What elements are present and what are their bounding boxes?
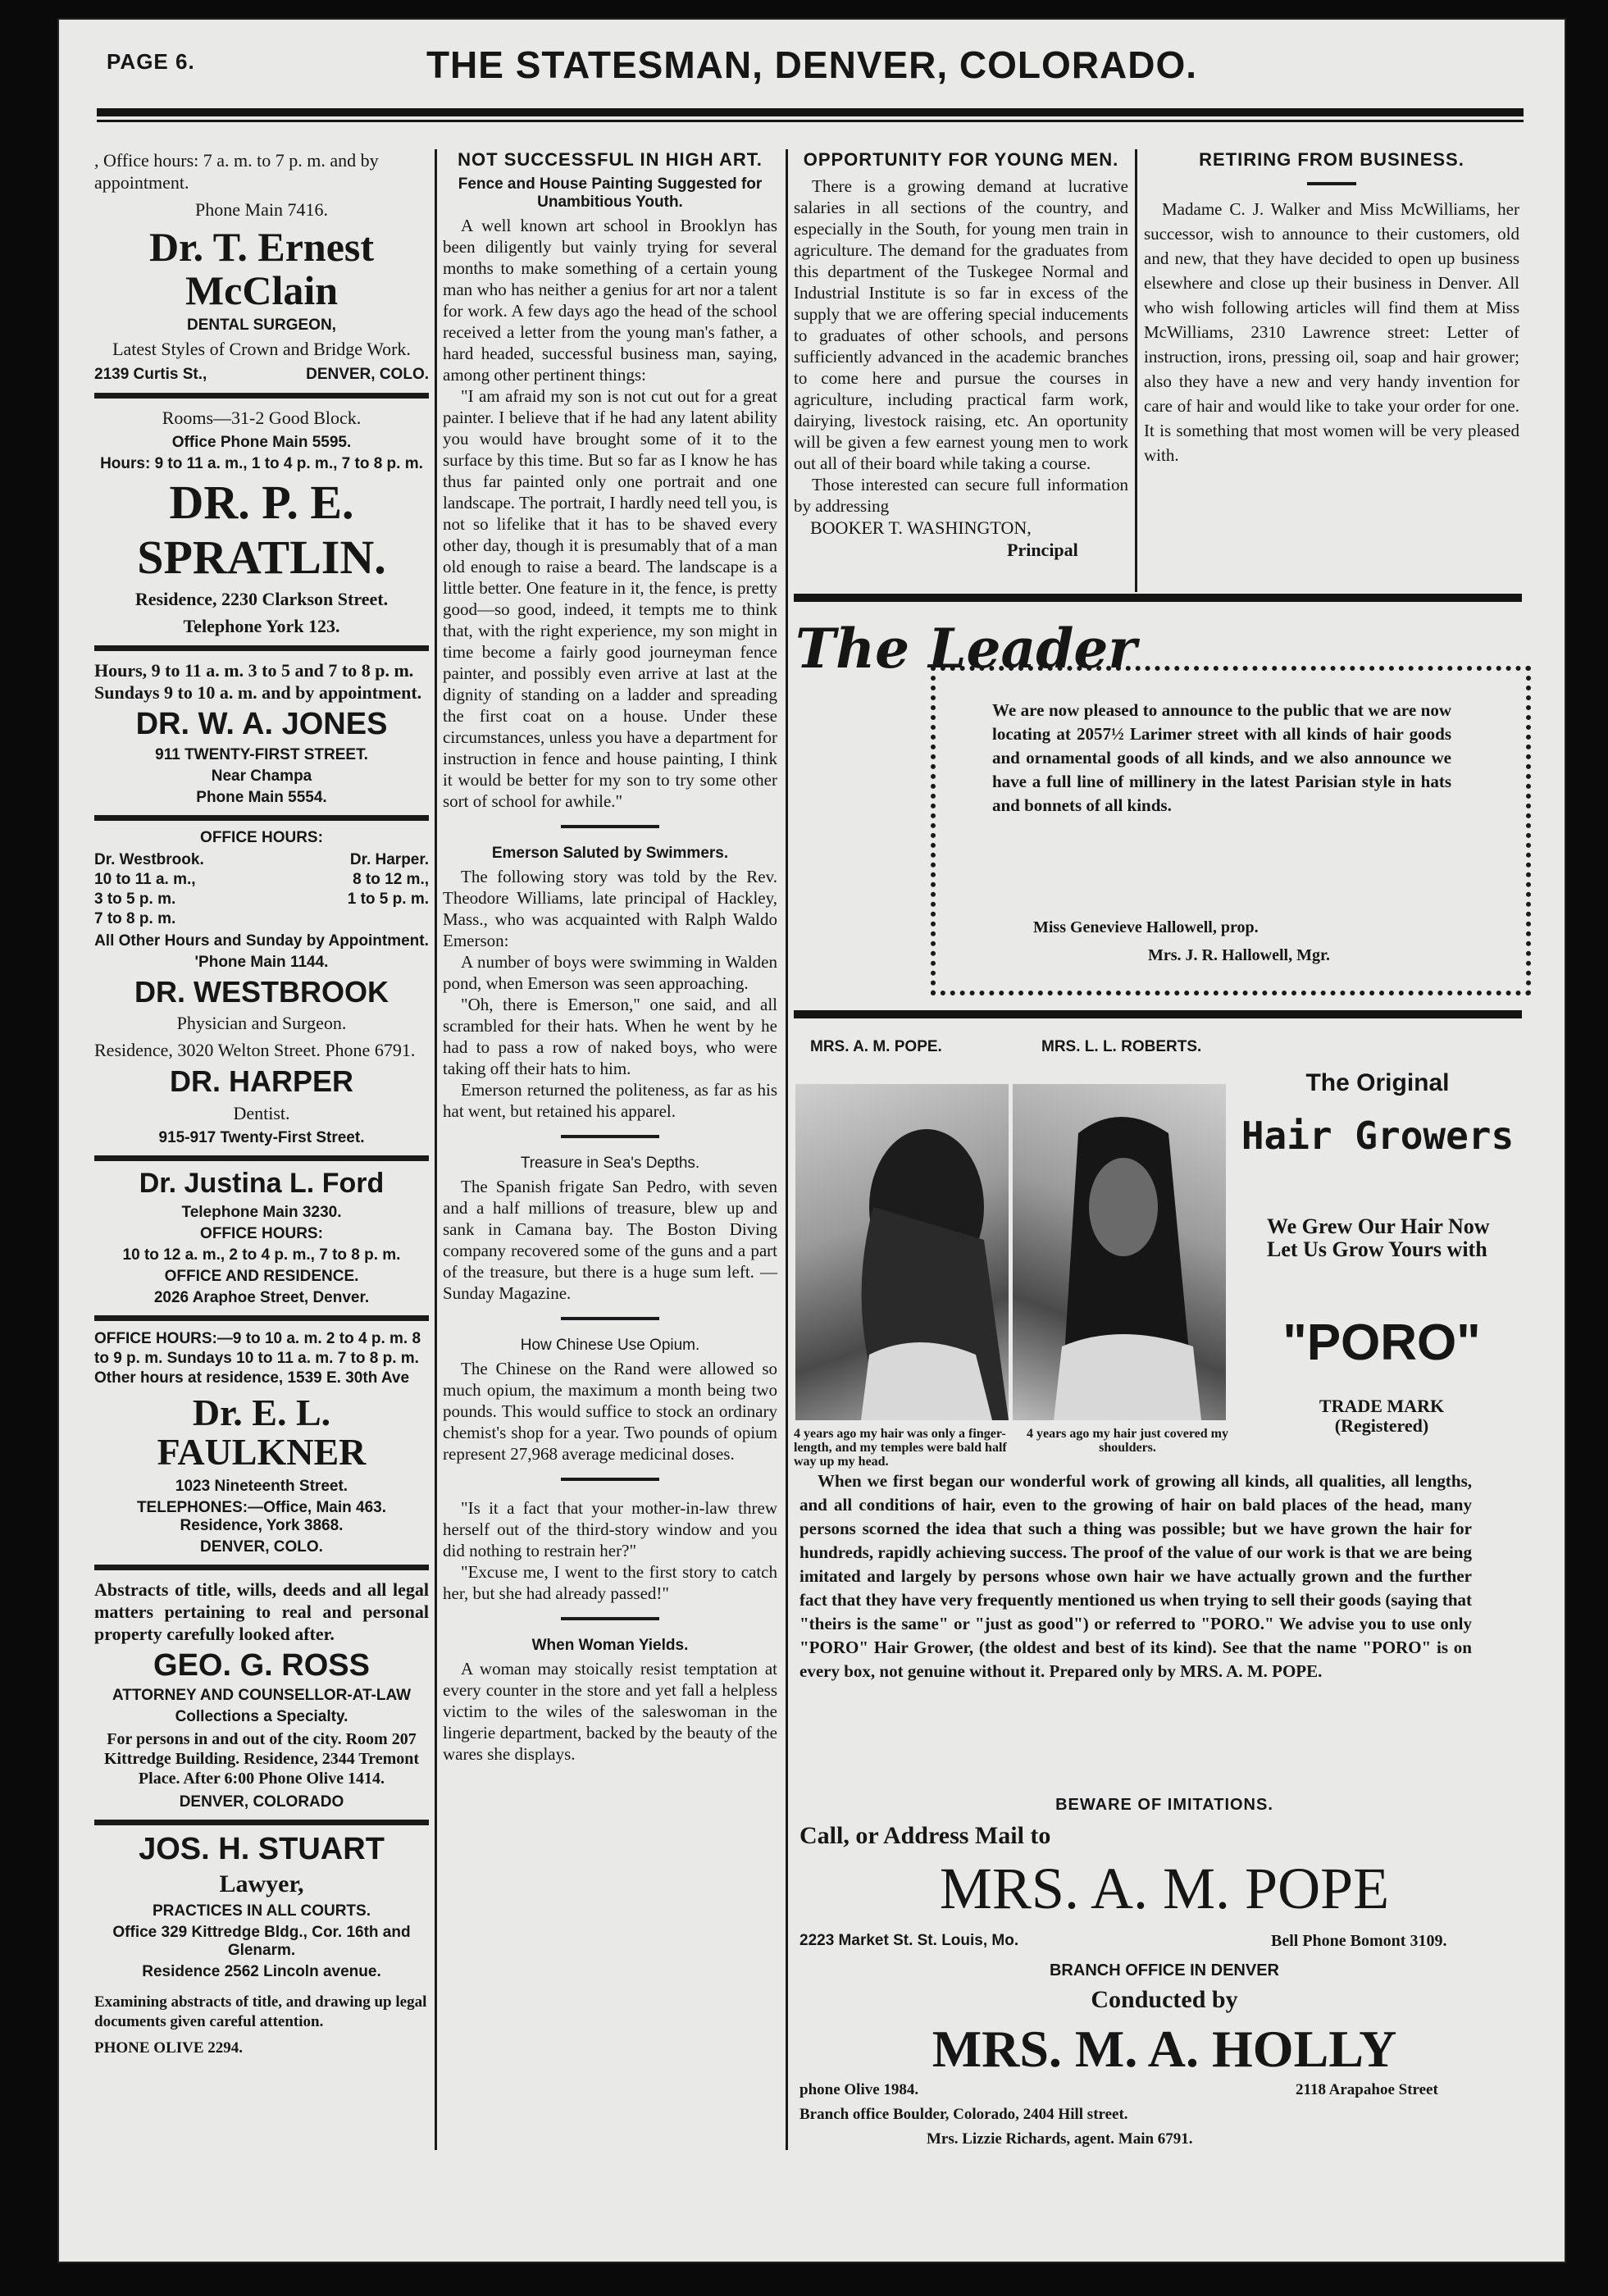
poro-original: The Original bbox=[1305, 1069, 1450, 1096]
faulkner-hours: OFFICE HOURS:—9 to 10 a. m. 2 to 4 p. m. 8 to 9 p. m. Sundays 10 to 11 a. m. 7 to 8 p. m. Other hours at residence, 1539 E. 30th Ave bbox=[94, 1329, 421, 1387]
mcclain-address: 2139 Curtis St., bbox=[94, 366, 207, 383]
art-paragraph: A well known art school in Brooklyn has been diligently but vainly trying for several months to make something of a certain young man who has neither a genius for art nor a talent for work. A few days ago the head of the school received a letter from the young man's father, a hard headed, successful business man, saying, among other pertinent things: bbox=[443, 216, 777, 385]
opportunity-column bbox=[794, 149, 1128, 561]
ford-address: 2026 Araphoe Street, Denver. bbox=[153, 1288, 370, 1306]
poro-tagline: We Grew Our Hair Now Let Us Grow Yours with bbox=[1267, 1214, 1490, 1261]
leader-proprietor: Miss Genevieve Hallowell, prop. bbox=[1033, 918, 1259, 936]
stuart-name: JOS. H. STUART bbox=[139, 1832, 385, 1867]
boulder-branch: Branch office Boulder, Colorado, 2404 Hill street. bbox=[799, 2106, 1128, 2123]
ross-name: GEO. G. ROSS bbox=[153, 1647, 370, 1683]
divider bbox=[94, 1155, 429, 1161]
faulkner-name: Dr. E. L. FAULKNER bbox=[157, 1391, 367, 1474]
westbrook-phone: 'Phone Main 1144. bbox=[194, 953, 329, 971]
mcclain-phone: Phone Main 7416. bbox=[195, 199, 328, 220]
leader-body: We are now pleased to announce to the public that we are now locating at 2057½ Larimer street with all kinds of hair goods and ornamental goods of all kinds, and we also announce we have a full line of millinery in the latest Parisian style in hats and bonnets of all kinds. bbox=[992, 700, 1451, 815]
emerson-paragraph: Emerson returned the politeness, as far as his hat went, but retained his apparel. bbox=[443, 1080, 777, 1121]
art-headline: NOT SUCCESSFUL IN HIGH ART. bbox=[458, 149, 763, 170]
poro-registered: (Registered) bbox=[1334, 1415, 1429, 1436]
spratlin-name-1: DR. P. E. bbox=[169, 476, 354, 529]
spratlin-phone: Office Phone Main 5595. bbox=[171, 434, 352, 451]
westbrook-hours-line: 10 to 11 a. m., bbox=[94, 870, 196, 888]
jones-phone: Phone Main 5554. bbox=[196, 788, 327, 806]
divider bbox=[94, 1315, 429, 1321]
pope-name-label: MRS. A. M. POPE. bbox=[810, 1038, 942, 1055]
stuart-office: Office 329 Kittredge Bldg., Cor. 16th and Glenarm. bbox=[112, 1923, 411, 1959]
article-divider bbox=[561, 1617, 659, 1620]
harper-desc: Dentist. bbox=[233, 1103, 290, 1124]
emerson-headline: Emerson Saluted by Swimmers. bbox=[491, 845, 729, 862]
jones-name: DR. W. A. JONES bbox=[135, 706, 388, 741]
short-rule bbox=[1307, 182, 1356, 185]
emerson-paragraph: "Oh, there is Emerson," one said, and all scrambled for their hats. When he went by he had to pass a row of naked boys, who were taking off their hats to him. bbox=[443, 995, 777, 1078]
article-divider bbox=[561, 1478, 659, 1481]
pope-portrait-photo bbox=[795, 1084, 1009, 1420]
ross-specialty: Collections a Specialty. bbox=[175, 1708, 348, 1726]
stuart-examining: Examining abstracts of title, and drawing up legal documents given careful attention. bbox=[94, 1993, 427, 2030]
stuart-title: Lawyer, bbox=[219, 1870, 304, 1898]
leader-manager: Mrs. J. R. Hallowell, Mgr. bbox=[1148, 946, 1331, 964]
poro-logo-text: "PORO" bbox=[1282, 1314, 1481, 1371]
divider bbox=[94, 815, 429, 821]
ross-city: DENVER, COLORADO bbox=[179, 1793, 344, 1811]
column-divider bbox=[435, 149, 437, 2150]
emerson-paragraph: A number of boys were swimming in Walden pond, when Emerson was seen approaching. bbox=[443, 952, 777, 993]
beware-notice: BEWARE OF IMITATIONS. bbox=[1055, 1796, 1273, 1814]
art-paragraph: "I am afraid my son is not cut out for a great painter. I believe that if he had any latent ability you would have brought some of it to the surface by this time. But so far as I know he has thus far painted only one portrait and one landscape. The portrait, I hardly need tell you, is not so lifelike that it has to be shaved every other day, though it is presumably that of a man old enough to raise a beard. The landscape is a little better. One feature in it, the fence, is pretty good—so good, indeed, it tempts me to think that, with the right experience, my son might in time become a fairly good journeyman fence painter, and possibly even arrive at last at the dignity of standing on a ladder and spreading the first coat on a house. Under these circumstances, unless you have a department for instruction in fence and house painting, I think it would be better for my son to try some other sort of school for awhile." bbox=[443, 386, 777, 811]
treasure-paragraph: The Spanish frigate San Pedro, with seven and a half millions of treasure, blew up and sank in Camana bay. The Boston Diving company recovered some of the guns and a part of the treasure, but there is a huge sum left. —Sunday Magazine. bbox=[443, 1177, 777, 1303]
masthead-title: THE STATESMAN, DENVER, COLORADO. bbox=[426, 43, 1198, 86]
faulkner-telephones: TELEPHONES:—Office, Main 463. Residence, York 3868. bbox=[136, 1498, 387, 1534]
harper-hours-line: 8 to 12 m., bbox=[353, 870, 429, 888]
westbrook-name: DR. WESTBROOK bbox=[134, 974, 389, 1009]
opportunity-paragraph: Those interested can secure full information by addressing bbox=[794, 475, 1128, 516]
article-divider bbox=[561, 1135, 659, 1138]
holly-big-name: MRS. M. A. HOLLY bbox=[932, 2020, 1397, 2078]
divider bbox=[94, 1565, 429, 1570]
newspaper-page bbox=[57, 18, 1566, 2263]
harper-hours-line: Dr. Harper. bbox=[349, 850, 429, 868]
section-rule bbox=[794, 1010, 1522, 1018]
portrait-silhouette-icon bbox=[795, 1084, 1009, 1420]
woman-paragraph: A woman may stoically resist temptation at every counter in the store and yet fall a helpless victim to the wiles of the saleswoman in the lingerie department, backed by the beauty of the wares she displays. bbox=[443, 1659, 777, 1764]
pope-photo-caption: 4 years ago my hair was only a finger-length, and my temples were bald half way up my head. bbox=[794, 1427, 1007, 1469]
mcclain-title: DENTAL SURGEON, bbox=[187, 317, 336, 334]
holly-phone: phone Olive 1984. bbox=[799, 2081, 919, 2098]
mcclain-city: DENVER, COLO. bbox=[306, 366, 429, 383]
agent-line: Mrs. Lizzie Richards, agent. Main 6791. bbox=[927, 2130, 1193, 2148]
poro-trade-mark: TRADE MARK bbox=[1319, 1396, 1445, 1416]
divider bbox=[94, 1820, 429, 1825]
roberts-photo-caption: 4 years ago my hair just covered my shoulders. bbox=[1026, 1427, 1229, 1455]
spratlin-residence: Residence, 2230 Clarkson Street. bbox=[134, 588, 389, 609]
office-hours-heading: OFFICE HOURS: bbox=[200, 828, 323, 846]
opportunity-headline: OPPORTUNITY FOR YOUNG MEN. bbox=[803, 149, 1119, 170]
harper-address: 915-917 Twenty-First Street. bbox=[158, 1129, 365, 1147]
harper-hours-line: 1 to 5 p. m. bbox=[347, 890, 429, 908]
spratlin-telephone: Telephone York 123. bbox=[183, 615, 340, 636]
column-divider bbox=[1135, 149, 1137, 592]
divider bbox=[94, 645, 429, 651]
opium-headline: How Chinese Use Opium. bbox=[520, 1337, 700, 1354]
treasure-headline: Treasure in Sea's Depths. bbox=[520, 1155, 700, 1172]
retiring-headline: RETIRING FROM BUSINESS. bbox=[1199, 149, 1465, 170]
spratlin-hours: Hours: 9 to 11 a. m., 1 to 4 p. m., 7 to 8 p. m. bbox=[100, 455, 423, 472]
stuart-residence: Residence 2562 Lincoln avenue. bbox=[142, 1962, 381, 1980]
westbrook-hours-line: 7 to 8 p. m. bbox=[94, 909, 176, 927]
top-rule bbox=[97, 108, 1524, 116]
faulkner-city: DENVER, COLO. bbox=[200, 1538, 323, 1556]
top-rule-thin bbox=[97, 120, 1524, 122]
woman-headline: When Woman Yields. bbox=[531, 1637, 689, 1654]
pope-address: 2223 Market St. St. Louis, Mo. bbox=[799, 1932, 1019, 1949]
other-hours: All Other Hours and Sunday by Appointment. bbox=[94, 932, 429, 950]
holly-address: 2118 Arapahoe Street bbox=[1296, 2081, 1438, 2098]
articles-column bbox=[443, 149, 777, 1765]
pope-bell-phone: Bell Phone Bomont 3109. bbox=[1271, 1932, 1447, 1950]
article-divider bbox=[561, 825, 659, 828]
mother-in-law-paragraph: "Is it a fact that your mother-in-law threw herself out of the third-story window and you did nothing to restrain her?" bbox=[443, 1498, 777, 1560]
art-subhead: Fence and House Painting Suggested for Unambitious Youth. bbox=[458, 175, 763, 211]
jones-hours: Hours, 9 to 11 a. m. 3 to 5 and 7 to 8 p. m. Sundays 9 to 10 a. m. and by appointment. bbox=[94, 659, 422, 703]
page-number: PAGE 6. bbox=[107, 49, 195, 74]
opium-paragraph: The Chinese on the Rand were allowed so much opium, the maximum a month being two pounds. This would suffice to stock an ordinary chemist's shop for a year. Two pounds of opium represent 27,968 average medicinal doses. bbox=[443, 1359, 777, 1464]
mcclain-hours: , Office hours: 7 a. m. to 7 p. m. and by appointment. bbox=[94, 150, 379, 193]
mcclain-desc: Latest Styles of Crown and Bridge Work. bbox=[112, 339, 411, 359]
stuart-courts: PRACTICES IN ALL COURTS. bbox=[152, 1902, 371, 1920]
retiring-paragraph: Madame C. J. Walker and Miss McWilliams, her successor, wish to announce to their customers, old and new, that they have decided to open up business elsewhere and close up their business in Denver. All who wish following articles will find them at Miss McWilliams, 2310 Lawrence street: Letter of instruction, irons, pressing oil, soap and hair grower; also they have a new and very handy invention for care of hair and would like to take your order for one. It is something that most women will be very pleased with. bbox=[1144, 199, 1519, 465]
harper-name: DR. HARPER bbox=[169, 1064, 353, 1099]
opportunity-signature: BOOKER T. WASHINGTON, bbox=[810, 517, 1032, 538]
westbrook-hours-line: 3 to 5 p. m. bbox=[94, 890, 176, 908]
ross-intro: Abstracts of title, wills, deeds and all legal matters pertaining to real and personal property carefully looked after. bbox=[94, 1578, 429, 1644]
opportunity-signature-title: Principal bbox=[1007, 540, 1078, 560]
opportunity-paragraph: There is a growing demand at lucrative salaries in all sections of the country, and especially in the South, for young men train in agriculture. The demand for the graduates from this department of the Tuskegee Normal and Industrial Institute is so far in excess of the supply that we are offering special inducements to graduates of other schools, and persons sufficiently advanced in the academic branches to come here and pursue the courses in agriculture, including practical farm work, dairying, livestock raising, etc. An oportunity will be given a few earnest young men to work out all of their board while taking a course. bbox=[794, 176, 1128, 473]
hours-table bbox=[94, 850, 429, 929]
poro-hair-growers: Hair Growers bbox=[1241, 1114, 1515, 1158]
conducted-by: Conducted by bbox=[1091, 1986, 1238, 2013]
column-divider bbox=[786, 149, 788, 2150]
ross-details: For persons in and out of the city. Room 207 Kittredge Building. Residence, 2344 Tremont Place. After 6:00 Phone Olive 1414. bbox=[103, 1730, 420, 1788]
roberts-name-label: MRS. L. L. ROBERTS. bbox=[1041, 1038, 1202, 1055]
divider bbox=[94, 393, 429, 399]
ford-telephone: Telephone Main 3230. bbox=[181, 1203, 342, 1221]
mother-in-law-paragraph: "Excuse me, I went to the first story to catch her, but she had already passed!" bbox=[443, 1562, 777, 1603]
branch-office: BRANCH OFFICE IN DENVER bbox=[1049, 1961, 1279, 1979]
spratlin-name-2: SPRATLIN. bbox=[137, 530, 386, 584]
ford-name: Dr. Justina L. Ford bbox=[139, 1168, 385, 1200]
ford-hours: 10 to 12 a. m., 2 to 4 p. m., 7 to 8 p. m. bbox=[122, 1246, 401, 1264]
pope-big-name: MRS. A. M. POPE bbox=[939, 1856, 1390, 1921]
faulkner-address: 1023 Nineteenth Street. bbox=[175, 1477, 348, 1495]
stuart-phone: PHONE OLIVE 2294. bbox=[94, 2039, 244, 2057]
ford-hours-heading: OFFICE HOURS: bbox=[200, 1224, 323, 1242]
jones-address: 911 TWENTY-FIRST STREET. bbox=[155, 745, 368, 763]
mcclain-name: Dr. T. Ernest McClain bbox=[148, 224, 375, 313]
ross-title: ATTORNEY AND COUNSELLOR-AT-LAW bbox=[112, 1687, 412, 1705]
westbrook-residence: Residence, 3020 Welton Street. Phone 6791. bbox=[94, 1040, 416, 1061]
retiring-column bbox=[1144, 149, 1519, 467]
portrait-silhouette-icon bbox=[1013, 1084, 1226, 1420]
westbrook-hours-line: Dr. Westbrook. bbox=[94, 850, 204, 868]
professional-cards-column bbox=[94, 149, 429, 2064]
westbrook-desc: Physician and Surgeon. bbox=[176, 1013, 347, 1034]
spratlin-rooms: Rooms—31-2 Good Block. bbox=[162, 408, 362, 428]
ford-office: OFFICE AND RESIDENCE. bbox=[164, 1267, 359, 1285]
call-address: Call, or Address Mail to bbox=[799, 1822, 1051, 1849]
leader-title: The Leader bbox=[795, 617, 1137, 681]
jones-near: Near Champa bbox=[211, 767, 312, 785]
poro-body: When we first began our wonderful work of growing all kinds, all qualities, all lengths, and all conditions of hair, even to the growing of hair on bald places of the head, many persons scorned the idea that such a thing was possible; but we have grown the hair for hundreds, rapidly achieving success. The proof of the value of our work is that we are being imitated and largely by persons whose own hair we have actually grown and the further fact that they have very frequently mentioned us when trying to sell their goods (saying that "theirs is the same" or "just as good") or referred to "PORO." We advise you to use only "PORO" Hair Grower, (the oldest and best of its kind). See that the name "PORO" is on every box, not genuine without it. Prepared only by MRS. A. M. POPE. bbox=[799, 1471, 1472, 1681]
section-rule bbox=[794, 594, 1522, 602]
roberts-portrait-photo bbox=[1013, 1084, 1226, 1420]
emerson-paragraph: The following story was told by the Rev. Theodore Williams, late principal of Hackley, Mass., who was acquainted with Ralph Waldo Emerson: bbox=[443, 867, 777, 950]
article-divider bbox=[561, 1317, 659, 1320]
